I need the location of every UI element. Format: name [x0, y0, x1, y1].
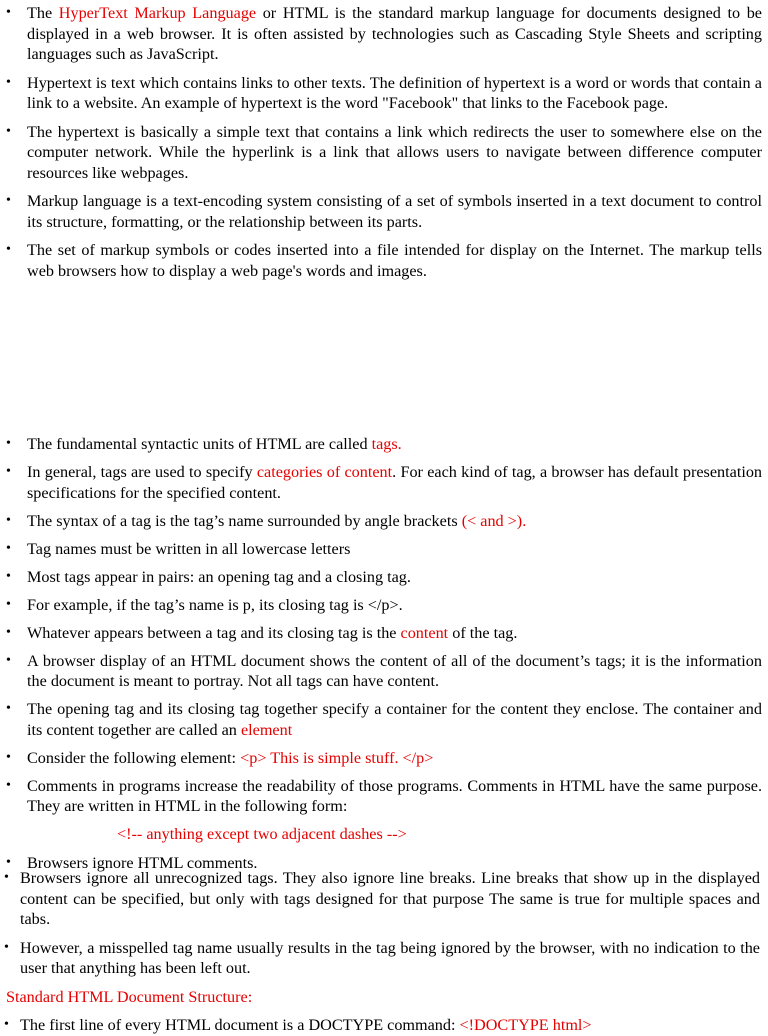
highlight-text: tags.: [371, 435, 402, 453]
highlight-text: <!DOCTYPE html>: [459, 1016, 592, 1034]
list-item: [0, 623, 768, 644]
item-text: The set of markup symbols or codes inserted into a file intended for display on the Internet. The markup tells web browsers how to display a web page's words and images.: [27, 241, 762, 280]
bullet-icon: •: [6, 242, 11, 257]
list-item: [0, 868, 768, 930]
bullet-icon: •: [6, 701, 11, 716]
item-text: However, a misspelled tag name usually results in the tag being ignored by the browser, with no indication to the user that anything has been left out.: [20, 938, 760, 977]
list-item: [0, 122, 768, 184]
item-text: . For each kind of tag, a browser has default presentation specifications for the specified content.: [27, 463, 763, 502]
bullet-icon: •: [6, 512, 11, 528]
item-text: Browsers ignore HTML comments.: [27, 853, 258, 872]
list-item: [0, 595, 768, 616]
list-item: [0, 938, 768, 979]
bullet-icon: •: [6, 193, 11, 208]
item-text: Tag names must be written in all lowercase letters: [27, 539, 351, 558]
doctype-bullet-list: [0, 1015, 768, 1036]
list-item: [0, 462, 768, 503]
highlight-text: <p> This is simple stuff. </p>: [240, 748, 434, 767]
bullet-icon: •: [6, 854, 11, 870]
list-item: [0, 651, 768, 692]
bullet-icon: •: [4, 870, 9, 885]
bullet-icon: •: [6, 652, 11, 668]
list-item: [0, 73, 768, 114]
highlight-text: HyperText Markup Language: [58, 4, 257, 22]
bullet-icon: •: [4, 1017, 9, 1032]
item-text: For example, if the tag’s name is p, its closing tag is </p>.: [27, 595, 403, 614]
tags-bullet-list: [0, 434, 768, 873]
item-text: The first line of every HTML document is a DOCTYPE command:: [20, 1016, 460, 1034]
tags-section: [0, 434, 768, 872]
list-item: [0, 240, 768, 281]
highlight-text: categories of content: [256, 463, 393, 481]
bullet-icon: •: [4, 939, 9, 955]
item-text: The opening tag and its closing tag together specify a container for the content they enclose. The container and its content together are called an: [27, 700, 762, 739]
browser-bullet-list: [0, 868, 768, 979]
list-item: [0, 699, 768, 740]
section-heading: Standard HTML Document Structure:: [6, 987, 253, 1006]
item-text: Most tags appear in pairs: an opening tag and a closing tag.: [27, 567, 411, 586]
bullet-icon: •: [6, 123, 11, 139]
item-text: In general, tags are used to specify: [27, 463, 257, 481]
highlight-text: element: [240, 720, 293, 739]
list-item: [0, 3, 768, 65]
list-item: [0, 434, 768, 455]
item-text: A browser display of an HTML document shows the content of all of the document’s tags; it is the information the document is meant to portray. Not all tags can have content.: [27, 651, 762, 690]
item-text: Browsers ignore all unrecognized tags. They also ignore line breaks. Line breaks that show up in the displayed content can be specified, but only with tags designed for that purpose The same is true for multiple spaces and tabs.: [20, 869, 760, 928]
item-text: Markup language is a text-encoding system consisting of a set of symbols inserted in a text document to control its structure, formatting, or the relationship between its parts.: [27, 192, 762, 231]
item-text: The syntax of a tag is the tag’s name surrounded by angle brackets: [27, 511, 462, 530]
bullet-icon: •: [6, 568, 11, 584]
item-text: The hypertext is basically a simple text that contains a link which redirects the user to somewhere else on the computer network. While the hyperlink is a link that allows users to navigate between difference computer resources like webpages.: [27, 122, 762, 182]
bullet-icon: •: [6, 624, 11, 640]
bullet-icon: •: [6, 74, 11, 90]
comment-example: <!-- anything except two adjacent dashes -->: [117, 825, 407, 843]
list-item: [0, 539, 768, 560]
list-item: [0, 748, 768, 769]
item-text: Hypertext is text which contains links to other texts. The definition of hypertext is a word or words that contain a link to a website. An example of hypertext is the word "Facebook" that links to the Facebook page.: [27, 73, 762, 112]
bullet-icon: •: [6, 464, 11, 479]
item-text: The fundamental syntactic units of HTML are called: [27, 435, 372, 453]
bullet-icon: •: [6, 777, 11, 793]
list-item: [0, 511, 768, 532]
list-item: [0, 191, 768, 232]
highlight-text: (< and >).: [461, 511, 527, 530]
browser-behavior-section: [0, 868, 768, 1034]
bullet-icon: •: [6, 596, 11, 612]
bullet-icon: •: [6, 5, 11, 20]
item-text: Consider the following element:: [27, 748, 241, 767]
bullet-icon: •: [6, 540, 11, 556]
bullet-icon: •: [6, 436, 11, 451]
item-text: Comments in programs increase the readability of those programs. Comments in HTML have the same purpose. They are written in HTML in the following form:: [27, 776, 762, 815]
intro-section: [0, 3, 768, 289]
list-item: [0, 776, 768, 817]
item-text: or HTML is the standard markup language for documents designed to be displayed in a web browser. It is often assisted by technologies such as Cascading Style Sheets and scripting languages such as JavaScript.: [27, 4, 762, 63]
item-text: of the tag.: [448, 623, 518, 642]
intro-bullet-list: [0, 3, 768, 281]
list-item: [0, 567, 768, 588]
highlight-text: content: [400, 623, 449, 642]
item-text: The: [27, 4, 59, 22]
list-item: [0, 1015, 768, 1036]
bullet-icon: •: [6, 749, 11, 765]
item-text: Whatever appears between a tag and its closing tag is the: [27, 623, 401, 642]
